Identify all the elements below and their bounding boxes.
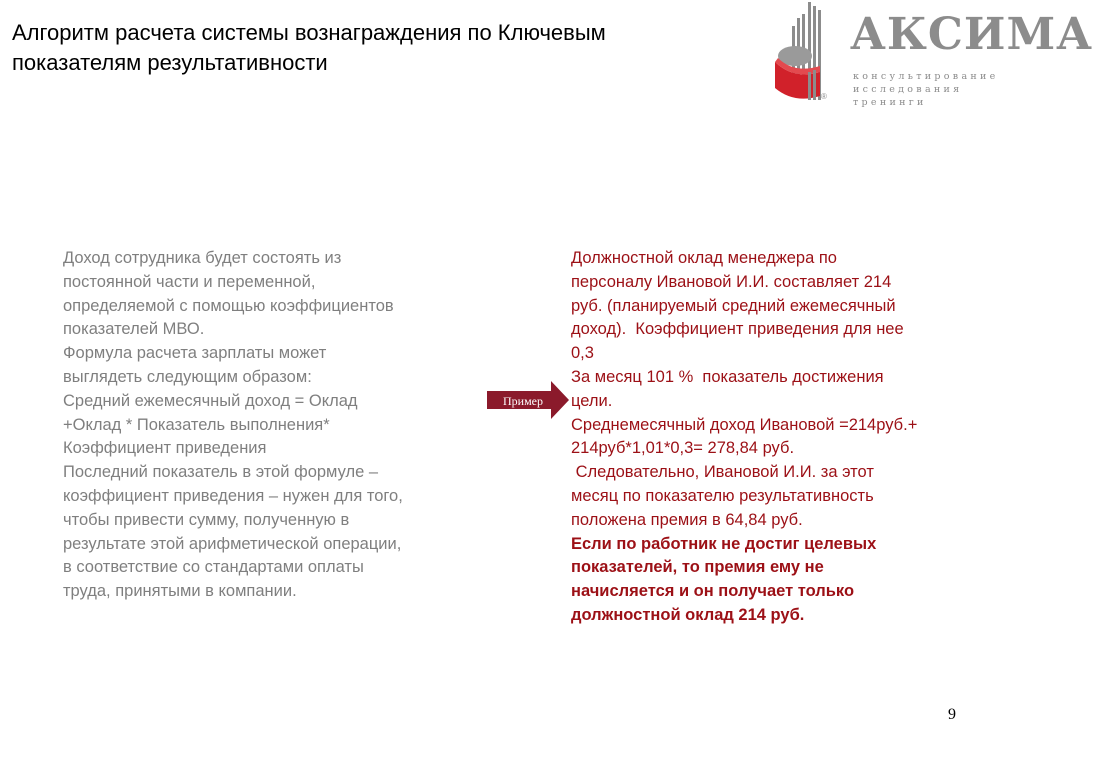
- explanation-line: труда, принятыми в компании.: [63, 582, 297, 601]
- slide-title: [12, 18, 752, 78]
- explanation-line: коэффициент приведения – нужен для того,: [63, 486, 403, 505]
- conclusion-line: показателей, то премия ему не: [571, 558, 824, 577]
- example-line: За месяц 101 % показатель достижения: [571, 367, 884, 386]
- example-line: руб. (планируемый средний ежемесячный: [571, 296, 896, 315]
- explanation-line: Последний показатель в этой формуле –: [63, 463, 379, 482]
- example-label: Пример: [502, 394, 543, 408]
- logo-wordmark: АКСИМА: [850, 9, 1093, 60]
- explanation-line: Формула расчета зарплаты может: [63, 344, 327, 363]
- example-line: месяц по показателю результативность: [571, 486, 874, 505]
- logo-tagline-line: тренинги: [853, 97, 927, 108]
- conclusion-line: начисляется и он получает только: [571, 582, 855, 601]
- explanation-line: Коэффициент приведения: [63, 439, 267, 458]
- explanation-line: Доход сотрудника будет состоять из: [63, 249, 342, 267]
- registered-mark: ®: [821, 92, 827, 101]
- example-line: персоналу Ивановой И.И. составляет 214: [571, 272, 892, 291]
- conclusion-line: Если по работник не достиг целевых: [571, 534, 877, 553]
- example-text: [571, 247, 991, 628]
- logo-emblem-icon: [770, 0, 860, 110]
- logo-tagline-line: исследования: [853, 84, 963, 95]
- example-line: положена премия в 64,84 руб.: [571, 510, 803, 529]
- explanation-line: показателей МВО.: [63, 320, 205, 339]
- explanation-text: [63, 247, 478, 604]
- example-line: Следовательно, Ивановой И.И. за этот: [571, 463, 874, 482]
- explanation-line: +Оклад * Показатель выполнения*: [63, 415, 330, 434]
- explanation-line: выглядеть следующим образом:: [63, 367, 312, 386]
- example-line: 214руб*1,01*0,3= 278,84 руб.: [571, 439, 795, 458]
- example-line: цели.: [571, 391, 613, 410]
- slide-title-line: показателям результативности: [12, 50, 328, 75]
- conclusion-line: должностной оклад 214 руб.: [571, 605, 805, 624]
- explanation-line: в соответствие со стандартами оплаты: [63, 558, 364, 577]
- logo-tagline-line: консультирование: [853, 71, 999, 82]
- explanation-line: Средний ежемесячный доход = Оклад: [63, 391, 358, 410]
- explanation-line: постоянной части и переменной,: [63, 272, 316, 291]
- slide-title-line: Алгоритм расчета системы вознаграждения по Ключевым: [12, 20, 606, 45]
- explanation-line: чтобы привести сумму, полученную в: [63, 510, 350, 529]
- example-line: 0,3: [571, 344, 594, 363]
- page-number: 9: [948, 706, 956, 723]
- logo-tagline: [853, 70, 999, 109]
- example-line: Среднемесячный доход Ивановой =214руб.+: [571, 415, 918, 434]
- example-line: доход). Коэффициент приведения для нее: [571, 320, 904, 339]
- example-line: Должностной оклад менеджера по: [571, 249, 837, 267]
- explanation-line: определяемой с помощью коэффициентов: [63, 296, 394, 315]
- explanation-line: результате этой арифметической операции,: [63, 534, 402, 553]
